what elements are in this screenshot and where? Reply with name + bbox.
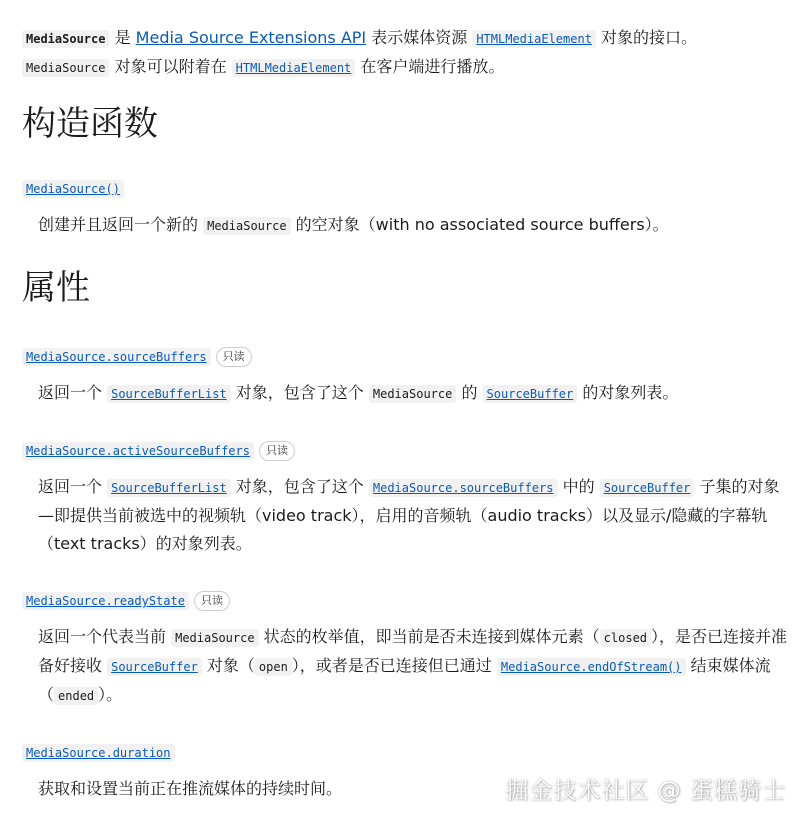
- mediasource-constructor-link[interactable]: MediaSource(): [22, 180, 124, 198]
- intro-text: 表示媒体资源: [366, 28, 473, 47]
- desc-text: ）。: [98, 685, 123, 704]
- sourcebuffers-link[interactable]: MediaSource.sourceBuffers: [22, 348, 211, 366]
- htmlmediaelement-link[interactable]: HTMLMediaElement: [232, 59, 356, 77]
- mediasource-sourcebuffers-link[interactable]: MediaSource.sourceBuffers: [369, 479, 558, 497]
- property-term-activesourcebuffers: [22, 438, 792, 463]
- readonly-badge: 只读: [216, 347, 252, 367]
- sourcebuffer-link[interactable]: SourceBuffer: [107, 658, 202, 676]
- property-term-readystate: [22, 588, 792, 613]
- mediasource-code: MediaSource: [171, 629, 258, 647]
- readonly-badge: 只读: [194, 591, 230, 611]
- activesourcebuffers-description: [22, 473, 792, 558]
- intro-text: 对象可以附着在: [114, 57, 232, 76]
- htmlmediaelement-link[interactable]: HTMLMediaElement: [472, 30, 596, 48]
- constructors-heading: 构造函数: [22, 104, 158, 144]
- desc-text: 返回一个: [38, 383, 108, 402]
- intro-text: 在客户端进行播放。: [355, 57, 505, 76]
- constructor-term: [22, 176, 792, 201]
- desc-text: 对象，包含了这个: [230, 383, 369, 402]
- desc-text: 返回一个: [38, 477, 108, 496]
- mediasource-code: MediaSource: [203, 217, 290, 235]
- duration-description: 获取和设置当前正在推流媒体的持续时间。: [38, 779, 343, 798]
- sourcebuffer-link[interactable]: SourceBuffer: [600, 479, 695, 497]
- open-code: open: [255, 658, 292, 676]
- desc-text: ），是否已连接并准备好接收: [38, 627, 788, 675]
- sourcebufferlist-link[interactable]: SourceBufferList: [107, 385, 231, 403]
- intro-paragraph: [22, 24, 787, 82]
- mediasource-code: MediaSource: [369, 385, 456, 403]
- readystate-link[interactable]: MediaSource.readyState: [22, 592, 189, 610]
- sourcebufferlist-link[interactable]: SourceBufferList: [107, 479, 231, 497]
- intro-text: 对象的接口。: [595, 28, 698, 47]
- watermark: 掘金技术社区 @ 蛋糕骑士: [505, 778, 786, 804]
- duration-link[interactable]: MediaSource.duration: [22, 744, 175, 762]
- desc-text: 的对象列表。: [577, 383, 679, 402]
- intro-text: 是: [109, 28, 136, 47]
- desc-text: 返回一个代表当前: [38, 627, 172, 646]
- ended-code: ended: [54, 687, 98, 705]
- desc-text: 结束媒体流（: [38, 656, 771, 704]
- property-term-sourcebuffers: [22, 344, 792, 369]
- mediasource-code: MediaSource: [22, 30, 109, 48]
- endofstream-link[interactable]: MediaSource.endOfStream(): [497, 658, 686, 676]
- properties-heading: 属性: [22, 268, 90, 308]
- readystate-description: [22, 623, 792, 710]
- desc-text: 对象（: [201, 656, 255, 675]
- property-term-duration: [22, 740, 792, 765]
- desc-text: 对象，包含了这个: [230, 477, 369, 496]
- desc-text: ），或者是否已连接但已通过: [291, 656, 497, 675]
- desc-text: 创建并且返回一个新的: [38, 215, 204, 234]
- desc-text: 状态的枚举值，即当前是否未连接到媒体元素（: [258, 627, 600, 646]
- readonly-badge: 只读: [259, 441, 295, 461]
- constructor-description: [22, 211, 792, 240]
- desc-text: 子集的对象—即提供当前被选中的视频轨（video track），启用的音频轨（audio tracks）以及显示/隐藏的字幕轨（text tracks）的对象列表。: [38, 477, 780, 553]
- desc-text: 的: [456, 383, 483, 402]
- desc-text: 中的: [557, 477, 600, 496]
- sourcebuffer-link[interactable]: SourceBuffer: [483, 385, 578, 403]
- desc-text: 的空对象（with no associated source buffers）。: [290, 215, 669, 234]
- closed-code: closed: [600, 629, 651, 647]
- document-body: [22, 24, 792, 803]
- mediasource-code: MediaSource: [22, 59, 109, 77]
- media-source-extensions-api-link[interactable]: Media Source Extensions API: [135, 28, 367, 47]
- sourcebuffers-description: [22, 379, 792, 408]
- activesourcebuffers-link[interactable]: MediaSource.activeSourceBuffers: [22, 442, 254, 460]
